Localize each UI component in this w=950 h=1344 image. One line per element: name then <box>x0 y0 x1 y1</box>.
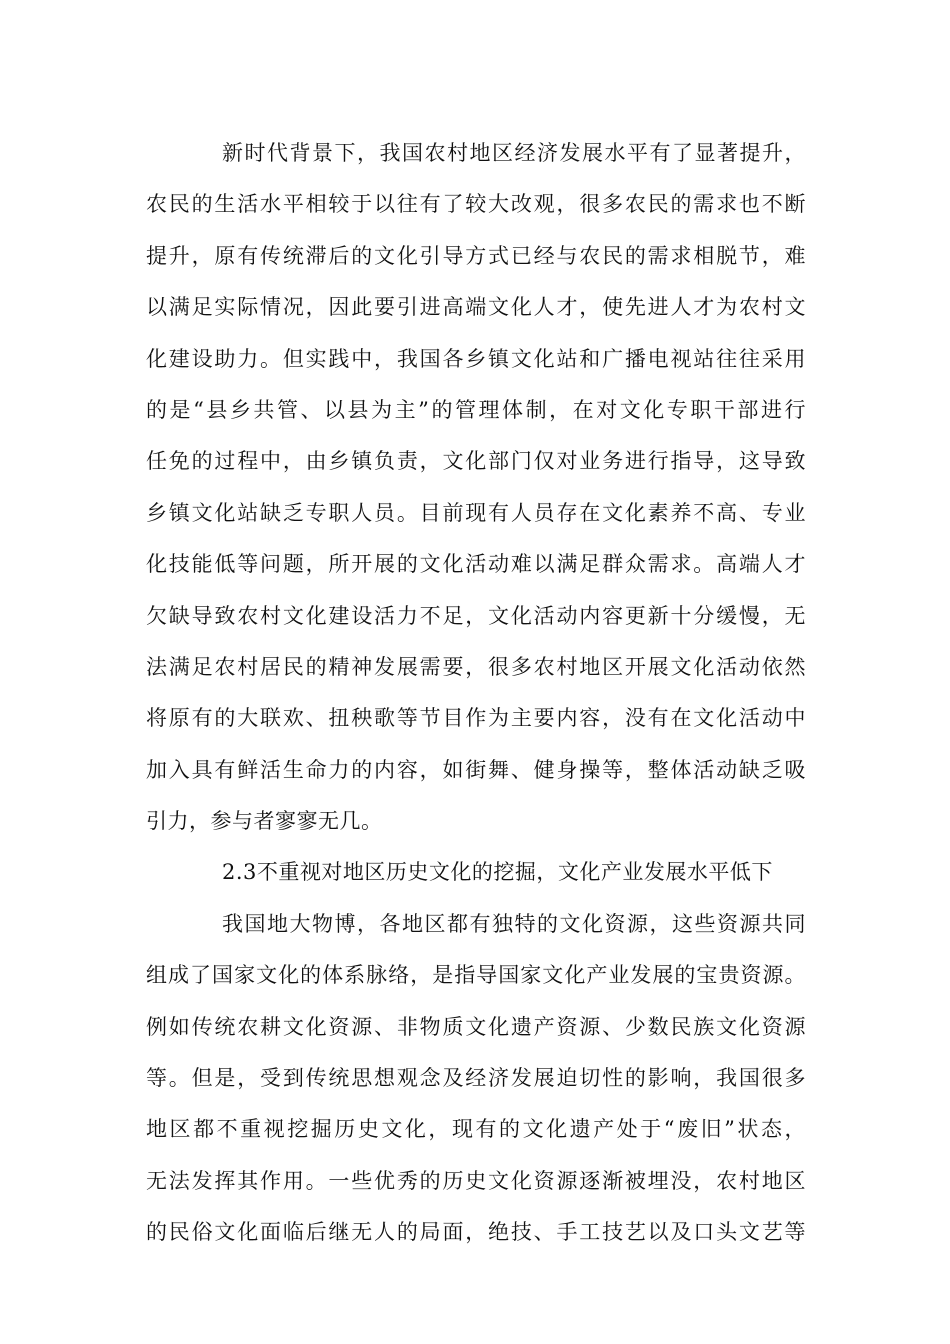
paragraph-2-line-1: 我国地大物博，各地区都有独特的文化资源，这些资源共同 <box>222 911 806 936</box>
paragraph-2-line-3: 例如传统农耕文化资源、非物质文化遗产资源、少数民族文化资源 <box>146 1014 806 1039</box>
paragraph-1-line-14: 引力，参与者寥寥无几。 <box>146 809 383 834</box>
document-body <box>146 128 806 1259</box>
paragraph-1-line-13: 加入具有鲜活生命力的内容，如街舞、健身操等，整体活动缺乏吸 <box>146 757 806 782</box>
paragraph-1-line-4: 以满足实际情况，因此要引进高端文化人才，使先进人才为农村文 <box>146 295 806 320</box>
paragraph-1-line-9: 化技能低等问题，所开展的文化活动难以满足群众需求。高端人才 <box>146 552 806 577</box>
paragraph-2-line-2: 组成了国家文化的体系脉络，是指导国家文化产业发展的宝贵资源。 <box>146 963 806 988</box>
paragraph-1-line-12: 将原有的大联欢、扭秧歌等节目作为主要内容，没有在文化活动中 <box>146 706 806 731</box>
paragraph-1-line-5: 化建设助力。但实践中，我国各乡镇文化站和广播电视站往往采用 <box>146 346 806 371</box>
paragraph-2-line-6: 无法发挥其作用。一些优秀的历史文化资源逐渐被埋没，农村地区 <box>146 1168 806 1193</box>
paragraph-2-line-7: 的民俗文化面临后继无人的局面，绝技、手工技艺以及口头文艺等 <box>146 1220 806 1245</box>
paragraph-1-line-10: 欠缺导致农村文化建设活力不足，文化活动内容更新十分缓慢，无 <box>146 603 806 628</box>
paragraph-1-line-1: 新时代背景下，我国农村地区经济发展水平有了显著提升， <box>222 141 806 165</box>
paragraph-1-line-2: 农民的生活水平相较于以往有了较大改观，很多农民的需求也不断 <box>146 192 806 217</box>
paragraph-1-line-7: 任免的过程中，由乡镇负责，文化部门仅对业务进行指导，这导致 <box>146 449 806 474</box>
section-heading-2-3: 2.3不重视对地区历史文化的挖掘，文化产业发展水平低下 <box>222 860 773 885</box>
paragraph-2-line-5: 地区都不重视挖掘历史文化，现有的文化遗产处于“废旧”状态， <box>146 1117 806 1142</box>
paragraph-1-line-8: 乡镇文化站缺乏专职人员。目前现有人员存在文化素养不高、专业 <box>146 500 806 525</box>
paragraph-1-line-6: 的是“县乡共管、以县为主”的管理体制，在对文化专职干部进行 <box>146 397 806 422</box>
paragraph-2-line-4: 等。但是，受到传统思想观念及经济发展迫切性的影响，我国很多 <box>146 1066 806 1091</box>
paragraph-1-line-11: 法满足农村居民的精神发展需要，很多农村地区开展文化活动依然 <box>146 654 806 679</box>
paragraph-1-line-3: 提升，原有传统滞后的文化引导方式已经与农民的需求相脱节，难 <box>146 243 806 268</box>
